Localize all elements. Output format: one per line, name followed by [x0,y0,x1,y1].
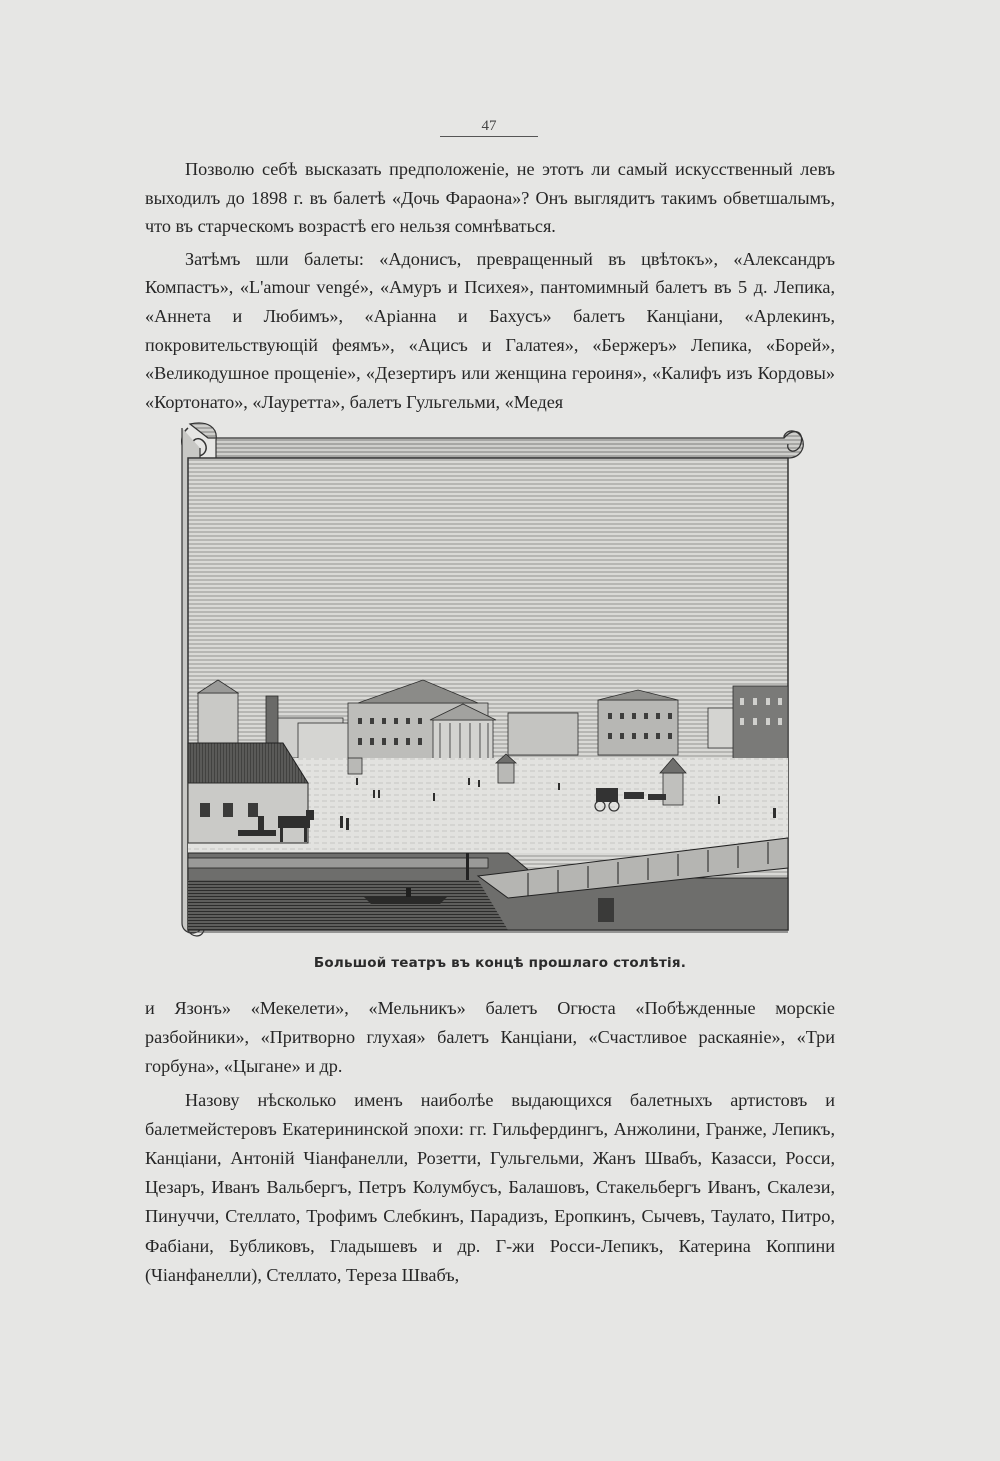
page-number: 47 [440,118,538,137]
engraving-illustration [178,418,808,938]
paragraph-ballets-list: Затѣмъ шли балеты: «Адонисъ, превращенный въ цвѣтокъ», «Александръ Компастъ», «L'amour vengé», «Амуръ и Психея», пантомимный балетъ въ 5 д. Лепика, «Аннета и Любимъ», «Аріанна и Бахусъ» балетъ Канціани, «Арлекинъ, покровительствующій феямъ», «Ацисъ и Галатея», «Бержеръ» Лепика, «Борей», «Великодушное прощеніе», «Дезертиръ или женщина героиня», «Калифъ изъ Кордовы» «Кортонато», «Лауретта», балетъ Гульгельми, «Медея [145,248,835,412]
paragraph-artists-list: Назову нѣсколько именъ наиболѣе выдающихся балетныхъ артистовъ и балетмейстеровъ Екатерининской эпохи: гг. Гильфердингъ, Анжолини, Гранже, Лепикъ, Канціани, Антоній Чіанфанелли, Розетти, Гульгельми, Жанъ Швабъ, Казасси, Росси, Цезаръ, Иванъ Вальбергъ, Петръ Колумбусъ, Балашовъ, Стакельбергъ Иванъ, Скалези, Пинуччи, Стеллато, Трофимъ Слебкинъ, Парадизъ, Еропкинъ, Сычевъ, Таулато, Питро, Фабіани, Бубликовъ, Гладышевъ и др. Г-жи Росси-Лепикъ, Катерина Коппини (Чіанфанелли), Стеллато, Тереза Швабъ, [145,1089,835,1285]
engraving-image [178,418,808,938]
bottom-text-block [145,994,835,1290]
illustration-caption: Большой театръ въ концѣ прошлаго столѣтія. [313,955,687,971]
paragraph-ballets-continued: и Язонъ» «Мекелети», «Мельникъ» балетъ Огюста «Побѣжденные морскіе разбойники», «Притворно глухая» балетъ Канціани, «Счастливое раскаяніе», «Три горбуна», «Цыгане» и др. [145,998,835,1077]
paragraph-opening: Позволю себѣ высказать предположеніе, не этотъ ли самый искусственный левъ выходилъ до 1898 г. въ балетѣ «Дочь Фараона»? Онъ выглядитъ такимъ обветшалымъ, что въ старческомъ возрастѣ его нельзя сомнѣваться. [145,159,835,237]
top-text-block [145,155,835,416]
